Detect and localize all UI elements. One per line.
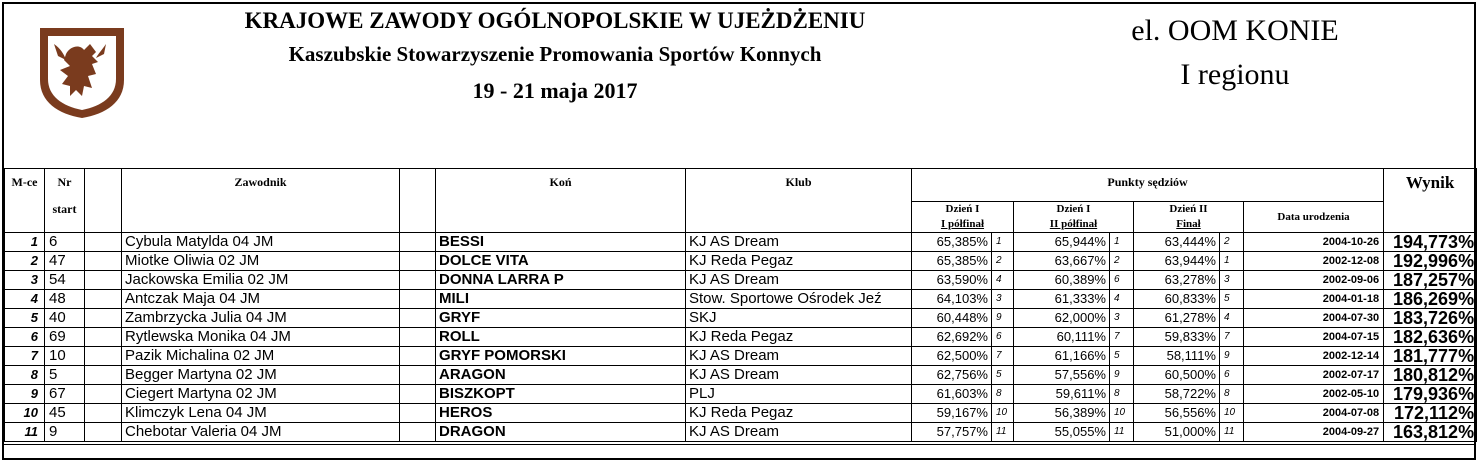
blank-cell [400,252,436,271]
total-result-cell: 180,812% [1384,366,1477,385]
blank-cell [400,366,436,385]
birth-date-cell: 2002-07-17 [1244,366,1384,385]
col-dob: Data urodzenia [1244,202,1384,233]
horse-cell: DONNA LARRA P [436,271,686,290]
rank-day1-semi2: 3 [1110,309,1134,328]
start-nr-cell: 5 [45,366,85,385]
start-nr-cell: 67 [45,385,85,404]
score-day1-semi2: 57,556% [1014,366,1110,385]
rank-day1-semi1: 10 [992,404,1014,423]
rank-day1-semi2: 6 [1110,271,1134,290]
blank-cell [400,385,436,404]
birth-date-cell: 2004-10-26 [1244,233,1384,252]
rank-day1-semi2: 11 [1110,423,1134,442]
blank-cell [85,271,122,290]
rank-day2-final: 4 [1220,309,1244,328]
rank-day1-semi1: 7 [992,347,1014,366]
horse-cell: BISZKOPT [436,385,686,404]
score-day2-final: 56,556% [1134,404,1220,423]
rank-day2-final: 5 [1220,290,1244,309]
rank-day2-final: 1 [1220,252,1244,271]
place-cell: 2 [5,252,45,271]
club-cell: KJ Reda Pegaz [686,404,912,423]
class-region: I regionu [1180,58,1290,91]
score-day2-final: 51,000% [1134,423,1220,442]
rank-day1-semi2: 10 [1110,404,1134,423]
club-cell: KJ AS Dream [686,271,912,290]
rank-day1-semi1: 9 [992,309,1014,328]
score-day1-semi1: 63,590% [912,271,992,290]
club-cell: KJ Reda Pegaz [686,328,912,347]
table-row [5,233,1477,252]
results-body [5,233,1477,442]
rank-day1-semi2: 8 [1110,385,1134,404]
club-cell: KJ Reda Pegaz [686,252,912,271]
blank-cell [85,309,122,328]
score-day1-semi2: 61,333% [1014,290,1110,309]
griffin-crest-icon [36,24,128,120]
bottom-rule [4,444,1476,445]
total-result-cell: 172,112% [1384,404,1477,423]
horse-cell: ROLL [436,328,686,347]
total-result-cell: 186,269% [1384,290,1477,309]
birth-date-cell: 2002-09-06 [1244,271,1384,290]
birth-date-cell: 2004-01-18 [1244,290,1384,309]
score-day2-final: 63,444% [1134,233,1220,252]
score-day1-semi1: 62,500% [912,347,992,366]
col-judges: Punkty sędziów [912,169,1384,202]
table-row [5,366,1477,385]
rank-day2-final: 11 [1220,423,1244,442]
blank-cell [85,385,122,404]
blank-cell [85,423,122,442]
rank-day1-semi1: 4 [992,271,1014,290]
place-cell: 5 [5,309,45,328]
table-row [5,328,1477,347]
club-cell: PLJ [686,385,912,404]
total-result-cell: 182,636% [1384,328,1477,347]
birth-date-cell: 2004-09-27 [1244,423,1384,442]
rank-day1-semi2: 1 [1110,233,1134,252]
birth-date-cell: 2002-12-08 [1244,252,1384,271]
place-cell: 7 [5,347,45,366]
rank-day2-final: 6 [1220,366,1244,385]
place-cell: 9 [5,385,45,404]
club-cell: SKJ [686,309,912,328]
start-nr-cell: 47 [45,252,85,271]
col-day2-final-b: Finał [1176,218,1201,230]
table-row [5,271,1477,290]
score-day1-semi2: 61,166% [1014,347,1110,366]
blank-cell [85,328,122,347]
rank-day1-semi1: 3 [992,290,1014,309]
col-blank-2 [400,169,436,233]
table-row [5,347,1477,366]
score-day1-semi1: 60,448% [912,309,992,328]
start-nr-cell: 40 [45,309,85,328]
score-day1-semi2: 56,389% [1014,404,1110,423]
col-blank-1 [85,169,122,233]
competition-dates: 19 - 21 maja 2017 [472,78,638,103]
col-start-nr: Nr [45,169,85,202]
score-day1-semi2: 60,111% [1014,328,1110,347]
birth-date-cell: 2002-05-10 [1244,385,1384,404]
blank-cell [85,347,122,366]
table-row [5,385,1477,404]
club-cell: KJ AS Dream [686,233,912,252]
rank-day1-semi1: 2 [992,252,1014,271]
blank-cell [85,290,122,309]
horse-cell: GRYF POMORSKI [436,347,686,366]
rank-day1-semi2: 9 [1110,366,1134,385]
total-result-cell: 187,257% [1384,271,1477,290]
place-cell: 10 [5,404,45,423]
blank-cell [85,366,122,385]
blank-cell [85,233,122,252]
table-row [5,309,1477,328]
horse-cell: DOLCE VITA [436,252,686,271]
score-day2-final: 59,833% [1134,328,1220,347]
col-day2-final-a: Dzień II [1169,203,1208,215]
col-place: M-ce [5,169,45,202]
blank-cell [400,347,436,366]
table-row [5,423,1477,442]
rank-day1-semi1: 8 [992,385,1014,404]
start-nr-cell: 6 [45,233,85,252]
total-result-cell: 183,726% [1384,309,1477,328]
horse-cell: ARAGON [436,366,686,385]
blank-cell [85,252,122,271]
blank-cell [400,423,436,442]
score-day1-semi2: 63,667% [1014,252,1110,271]
blank-cell [400,290,436,309]
score-day1-semi1: 57,757% [912,423,992,442]
blank-cell [400,271,436,290]
score-day1-semi2: 62,000% [1014,309,1110,328]
place-cell: 6 [5,328,45,347]
blank-cell [85,404,122,423]
score-day1-semi1: 62,756% [912,366,992,385]
score-day1-semi2: 60,389% [1014,271,1110,290]
total-result-cell: 181,777% [1384,347,1477,366]
place-cell: 3 [5,271,45,290]
start-nr-cell: 48 [45,290,85,309]
rider-cell: Klimczyk Lena 04 JM [122,404,400,423]
col-rider: Zawodnik [122,169,400,233]
col-day1-semi1-b: I półfinał [940,218,985,230]
horse-cell: DRAGON [436,423,686,442]
rider-cell: Ciegert Martyna 02 JM [122,385,400,404]
blank-cell [400,404,436,423]
col-day2-final [1134,202,1244,233]
start-nr-cell: 54 [45,271,85,290]
score-day1-semi1: 64,103% [912,290,992,309]
col-place-cont [5,202,45,233]
col-horse: Koń [436,169,686,233]
horse-cell: BESSI [436,233,686,252]
rank-day1-semi2: 2 [1110,252,1134,271]
col-day1-semi2 [1014,202,1134,233]
place-cell: 11 [5,423,45,442]
rank-day1-semi1: 6 [992,328,1014,347]
horse-cell: GRYF [436,309,686,328]
score-day1-semi1: 65,385% [912,252,992,271]
birth-date-cell: 2002-12-14 [1244,347,1384,366]
horse-cell: MILI [436,290,686,309]
start-nr-cell: 10 [45,347,85,366]
birth-date-cell: 2004-07-08 [1244,404,1384,423]
rider-cell: Begger Martyna 02 JM [122,366,400,385]
rank-day2-final: 10 [1220,404,1244,423]
score-day1-semi1: 61,603% [912,385,992,404]
club-cell: KJ AS Dream [686,347,912,366]
col-day1-semi1 [912,202,1014,233]
start-nr-cell: 69 [45,328,85,347]
place-cell: 4 [5,290,45,309]
col-club: Klub [686,169,912,233]
rank-day1-semi2: 7 [1110,328,1134,347]
blank-cell [400,328,436,347]
col-start-nr-2: start [45,202,85,233]
rider-cell: Miotke Oliwia 02 JM [122,252,400,271]
rank-day2-final: 2 [1220,233,1244,252]
rider-cell: Pazik Michalina 02 JM [122,347,400,366]
club-cell: KJ AS Dream [686,423,912,442]
rank-day1-semi1: 1 [992,233,1014,252]
rider-cell: Cybula Matylda 04 JM [122,233,400,252]
table-row [5,252,1477,271]
score-day2-final: 60,833% [1134,290,1220,309]
competition-title: KRAJOWE ZAWODY OGÓLNOPOLSKIE W UJEŻDŻENIU [244,8,866,33]
rider-cell: Antczak Maja 04 JM [122,290,400,309]
header-row [5,169,1477,202]
rider-cell: Zambrzycka Julia 04 JM [122,309,400,328]
start-nr-cell: 9 [45,423,85,442]
rank-day1-semi1: 11 [992,423,1014,442]
blank-cell [400,309,436,328]
rank-day1-semi1: 5 [992,366,1014,385]
score-day2-final: 58,111% [1134,347,1220,366]
place-cell: 8 [5,366,45,385]
rider-cell: Rytlewska Monika 04 JM [122,328,400,347]
total-result-cell: 163,812% [1384,423,1477,442]
rank-day1-semi2: 4 [1110,290,1134,309]
score-day2-final: 58,722% [1134,385,1220,404]
table-row [5,404,1477,423]
horse-cell: HEROS [436,404,686,423]
rank-day2-final: 8 [1220,385,1244,404]
total-result-cell: 194,773% [1384,233,1477,252]
rider-cell: Jackowska Emilia 02 JM [122,271,400,290]
club-cell: Stow. Sportowe Ośrodek Jeź [686,290,912,309]
col-day1-semi2-b: II półfinał [1049,218,1098,230]
col-day1-semi1-a: Dzień I [945,203,980,215]
score-day2-final: 60,500% [1134,366,1220,385]
results-table [4,168,1477,442]
score-day2-final: 63,278% [1134,271,1220,290]
score-day1-semi1: 62,692% [912,328,992,347]
birth-date-cell: 2004-07-15 [1244,328,1384,347]
score-day1-semi1: 59,167% [912,404,992,423]
rank-day2-final: 3 [1220,271,1244,290]
col-result: Wynik [1384,169,1477,233]
total-result-cell: 179,936% [1384,385,1477,404]
score-day2-final: 63,944% [1134,252,1220,271]
class-name: el. OOM KONIE [1131,14,1339,47]
total-result-cell: 192,996% [1384,252,1477,271]
rank-day2-final: 7 [1220,328,1244,347]
score-day2-final: 61,278% [1134,309,1220,328]
rank-day1-semi2: 5 [1110,347,1134,366]
table-row [5,290,1477,309]
birth-date-cell: 2004-07-30 [1244,309,1384,328]
start-nr-cell: 45 [45,404,85,423]
blank-cell [400,233,436,252]
col-day1-semi2-a: Dzień I [1056,203,1091,215]
rider-cell: Chebotar Valeria 04 JM [122,423,400,442]
place-cell: 1 [5,233,45,252]
score-day1-semi2: 55,055% [1014,423,1110,442]
rank-day2-final: 9 [1220,347,1244,366]
score-day1-semi2: 59,611% [1014,385,1110,404]
score-day1-semi2: 65,944% [1014,233,1110,252]
club-cell: KJ AS Dream [686,366,912,385]
organizer-name: Kaszubskie Stowarzyszenie Promowania Sportów Konnych [288,42,822,66]
score-day1-semi1: 65,385% [912,233,992,252]
